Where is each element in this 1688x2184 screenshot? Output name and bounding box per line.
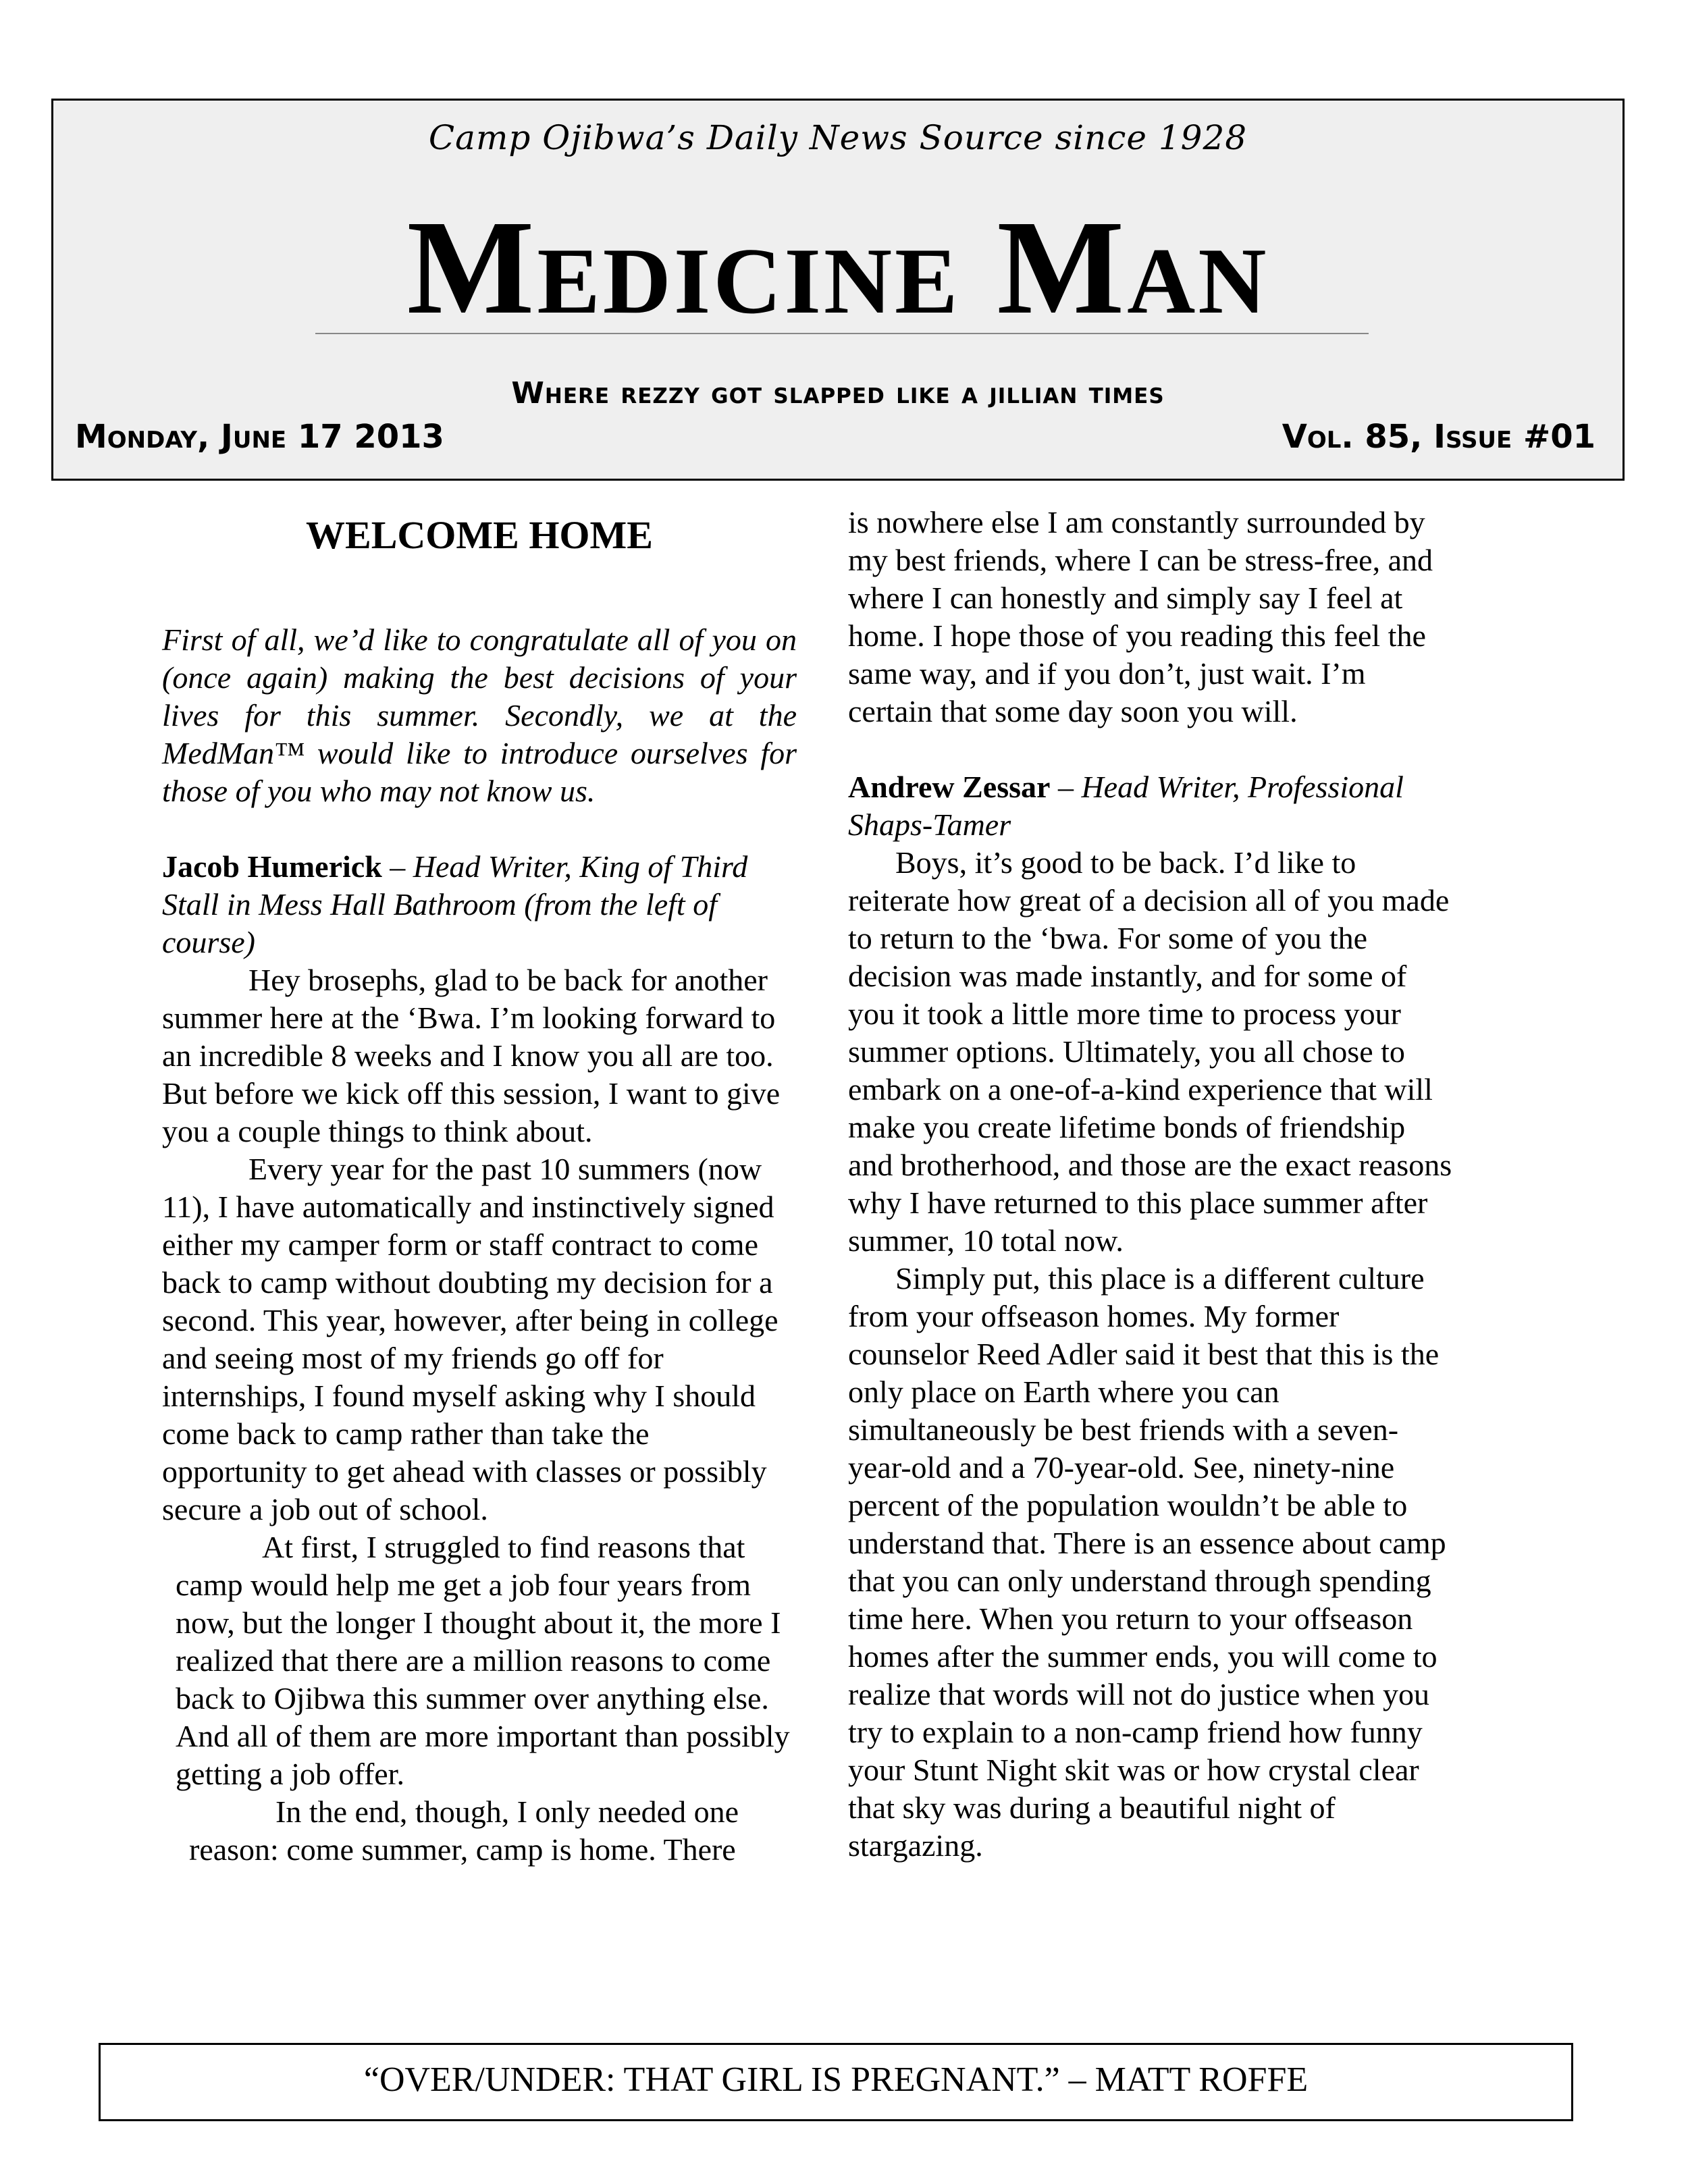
masthead-tagline: Camp Ojibwa’s Daily News Source since 1928 — [428, 118, 1248, 157]
masthead — [51, 99, 1625, 481]
issue-date: Monday, June 17 2013 — [75, 418, 444, 456]
newspaper-title: Medicine Man — [406, 193, 1269, 342]
writer2-name: Andrew Zessar — [848, 770, 1051, 804]
writer2-role: Head Writer, Professional Shaps-Tamer — [848, 770, 1404, 842]
issue-volume: Vol. 85, Issue #01 — [1282, 418, 1595, 456]
writer1-role: Head Writer, King of Third Stall in Mess Hall Bathroom (from the left of course) — [162, 849, 748, 959]
footer-quote-box — [99, 2043, 1573, 2121]
article-column-left — [162, 504, 797, 1869]
masthead-subtitle: Where rezzy got slapped like a jillian times — [511, 376, 1165, 410]
article-headline: WELCOME HOME — [306, 513, 653, 557]
writer1-dash: – — [381, 849, 413, 884]
writer1-byline — [162, 848, 797, 961]
writer1-paragraph: In the end, though, I only needed one reason: come summer, camp is home. There — [189, 1794, 739, 1867]
footer-quote: “OVER/UNDER: THAT GIRL IS PREGNANT.” – MATT ROFFE — [363, 2060, 1309, 2099]
writer1-name: Jacob Humerick — [162, 849, 382, 884]
writer2-byline — [848, 768, 1456, 844]
writer1-paragraph-continued: is nowhere else I am constantly surrounded by my best friends, where I can be stress-free, and where I can honestly and simply say I feel at home. I hope those of you reading this feel the same way, and if you don’t, just wait. I’m certain that some day soon you will. — [848, 505, 1433, 728]
article-intro: First of all, we’d like to congratulate all of you on (once again) making the best decisions of your lives for this summer. Secondly, we at the MedMan™ would like to introduce ourselves for those of you who may not know us. — [162, 622, 797, 808]
writer2-paragraph: Boys, it’s good to be back. I’d like to reiterate how great of a decision all of you made to return to the ‘bwa. For some of you the decision was made instantly, and for some of you it took a little more time to process your summer options. Ultimately, you all chose to embark on a one-of-a-kind experience that will make you create lifetime bonds of friendship and brotherhood, and those are the exact reasons why I have returned to this place summer after summer, 10 total now. — [848, 845, 1452, 1258]
writer1-paragraph: Hey brosephs, glad to be back for another summer here at the ‘Bwa. I’m looking forward to an incredible 8 weeks and I know you all are too. But before we kick off this session, I want to give you a couple things to think about. — [162, 963, 781, 1148]
writer1-paragraph: At first, I struggled to find reasons that camp would help me get a job four years from now, but the longer I thought about it, the more I realized that there are a million reasons to come back to Ojibwa this summer over anything else. And all of them are more important than possibly getting a job offer. — [176, 1530, 790, 1791]
article-column-right — [848, 504, 1456, 1865]
writer2-paragraph: Simply put, this place is a different culture from your offseason homes. My former counselor Reed Adler said it best that this is the only place on Earth where you can simultaneously be best friends with a seven-year-old and a 70-year-old. See, ninety-nine percent of the population wouldn’t be able to understand that. There is an essence about camp that you can only understand through spending time here. When you return to your offseason homes after the summer ends, you will come to realize that words will not do justice when you try to explain to a non-camp friend how funny your Stunt Night skit was or how crystal clear that sky was during a beautiful night of stargazing. — [848, 1261, 1446, 1863]
title-underline — [315, 333, 1369, 334]
writer1-paragraph: Every year for the past 10 summers (now 11), I have automatically and instinctively signed either my camper form or staff contract to come back to camp without doubting my decision for a second. This year, however, after being in college and seeing most of my friends go off for internships, I found myself asking why I should come back to camp rather than take the opportunity to get ahead with classes or possibly secure a job out of school. — [162, 1152, 779, 1526]
writer2-dash: – — [1050, 770, 1082, 804]
